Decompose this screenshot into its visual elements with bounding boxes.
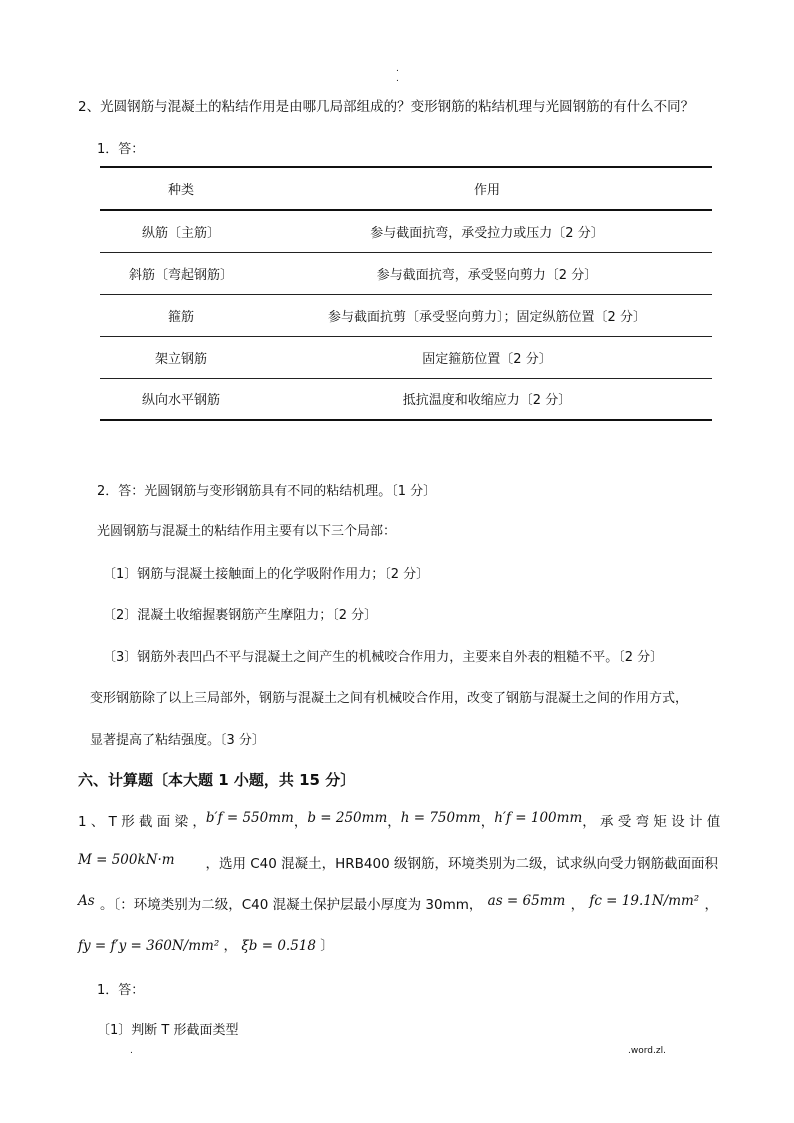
- answer-2-line-4: 显著提高了粘结强度。〔3 分〕: [90, 733, 265, 748]
- row-type: 斜筋〔弯起钢筋〕: [128, 267, 233, 283]
- comma: ，: [480, 814, 495, 830]
- answer-2-line-1: 2．答：光圆钢筋与变形钢筋具有不同的粘结机理。〔1 分〕: [97, 484, 437, 499]
- row-function: 参与截面抗弯，承受拉力或压力〔2 分〕: [370, 225, 604, 241]
- formula-as: as = 65mm: [487, 893, 566, 909]
- answer-2-line-3: 变形钢筋除了以上三局部外，钢筋与混凝土之间有机械咬合作用，改变了钢筋与混凝土之间的作用方式，: [90, 691, 689, 706]
- table-header-row: [100, 167, 712, 210]
- answer-2-item-3: 〔3〕钢筋外表凹凸不平与混凝土之间产生的机械咬合作用力，主要来自外表的粗糙不平。〔2 分〕: [103, 650, 664, 665]
- comma: ，: [704, 897, 718, 913]
- answer-2-item-2: 〔2〕混凝土收缩握裹钢筋产生摩阻力；〔2 分〕: [103, 608, 378, 623]
- calc-line-2: [78, 852, 718, 872]
- row-function: 参与截面抗剪〔承受竖向剪力〕；固定纵筋位置〔2 分〕: [328, 309, 646, 325]
- formula-h: h = 750mm: [400, 810, 481, 826]
- section-6-heading: 六、计算题〔本大题 1 小题，共 15 分〕: [78, 771, 356, 789]
- table-row: [100, 252, 712, 294]
- table-row: [100, 294, 712, 336]
- calc-line-1: [78, 810, 721, 830]
- table-row: [100, 210, 712, 252]
- row-function: 抵抗温度和收缩应力〔2 分〕: [402, 393, 572, 409]
- header-function: 作用: [473, 183, 500, 198]
- formula-hf: h′f = 100mm: [494, 810, 583, 826]
- calc-line-3-text: 。〔：环境类别为二级，C40 混凝土保护层最小厚度为 30mm，: [99, 897, 483, 913]
- formula-As: As: [78, 893, 95, 909]
- row-function: 固定箍筋位置〔2 分〕: [422, 351, 552, 367]
- step-1: 〔1〕判断 T 形截面类型: [97, 1023, 239, 1038]
- row-type: 纵筋〔主筋〕: [141, 225, 220, 241]
- calc-intro: 1 、 T 形 截 面 梁 ，: [78, 814, 206, 830]
- rebar-type-table: [100, 166, 712, 421]
- calc-line-4: [78, 934, 334, 954]
- header-dots: . .: [396, 64, 399, 84]
- formula-xib: ξb = 0.518: [241, 938, 316, 954]
- answer-1-label: 1．答：: [97, 142, 145, 157]
- calc-line-2-text: ，选用 C40 混凝土，HRB400 级钢筋，环境类别为二级，试求纵向受力钢筋截面面积: [205, 856, 718, 872]
- comma: ，: [293, 814, 308, 830]
- row-type: 架立钢筋: [154, 351, 207, 367]
- header-type: 种类: [167, 183, 194, 198]
- formula-fy: fy = f′y = 360N/mm²: [78, 938, 220, 954]
- row-type: 纵向水平钢筋: [141, 393, 220, 409]
- table-row: [100, 336, 712, 378]
- table-row: [100, 378, 712, 420]
- calc-line-3: [78, 893, 718, 913]
- formula-fc: fc = 19.1N/mm²: [589, 893, 700, 909]
- comma: ，: [223, 938, 238, 954]
- footer-dot: .: [130, 1046, 133, 1056]
- comma: ，: [387, 814, 401, 830]
- answer-2-item-1: 〔1〕钢筋与混凝土接触面上的化学吸附作用力；〔2 分〕: [103, 567, 430, 582]
- row-type: 箍筋: [167, 309, 194, 325]
- question-2: 2、光圆钢筋与混凝土的粘结作用是由哪几局部组成的？变形钢筋的粘结机理与光圆钢筋的有什么不同？: [78, 99, 695, 115]
- footer-watermark: .word.zl.: [628, 1046, 666, 1056]
- calc-line-4-end: 〕: [320, 938, 334, 954]
- formula-bf: b′f = 550mm: [205, 810, 294, 826]
- answer-2-line-2: 光圆钢筋与混凝土的粘结作用主要有以下三个局部：: [97, 524, 397, 539]
- formula-M: M = 500kN·m: [78, 852, 175, 868]
- comma: ，: [570, 897, 585, 913]
- calc-tail: ， 承 受 弯 矩 设 计 值: [582, 814, 721, 830]
- formula-b: b = 250mm: [307, 810, 388, 826]
- answer-calc-label: 1．答：: [97, 983, 145, 998]
- row-function: 参与截面抗弯，承受竖向剪力〔2 分〕: [376, 267, 598, 283]
